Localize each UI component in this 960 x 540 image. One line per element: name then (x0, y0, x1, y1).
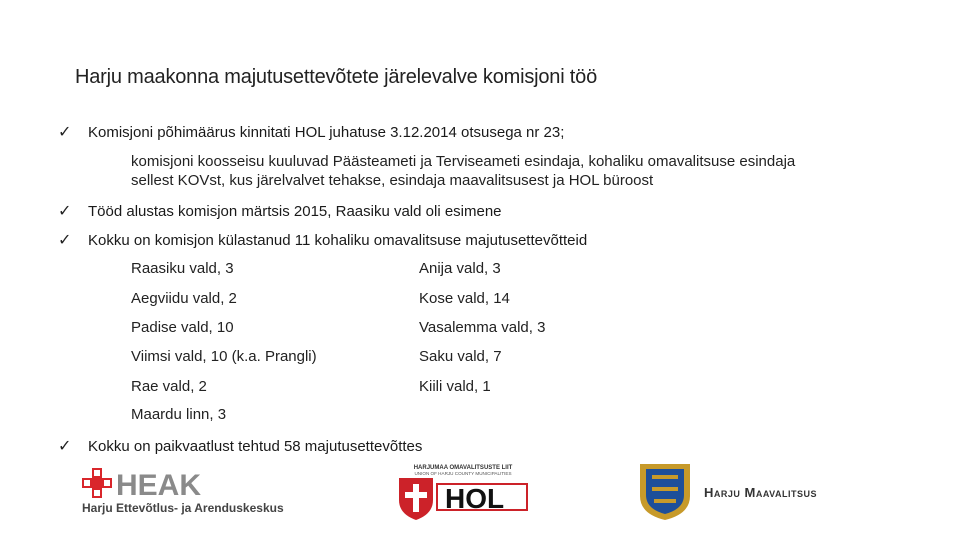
place-item: Rae vald, 2 (131, 378, 207, 395)
bullet-text: Komisjoni põhimäärus kinnitati HOL juhatuse 3.12.2014 otsusega nr 23; (88, 124, 565, 141)
place-item: Aegviidu vald, 2 (131, 290, 237, 307)
place-item: Vasalemma vald, 3 (419, 319, 546, 336)
hol-name: HOL (445, 483, 505, 514)
hol-union-label: HARJUMAA OMAVALITSUSTE LIIT (413, 465, 513, 471)
place-item: Anija vald, 3 (419, 260, 501, 277)
check-icon: ✓ (58, 232, 72, 249)
harju-maavalitsus-logo (636, 462, 836, 522)
harju-coat-of-arms-icon (640, 464, 690, 520)
sub-line: sellest KOVst, kus järelvalvet tehakse, esindaja maavalitsusest ja HOL büroost (131, 172, 654, 189)
hol-shield-icon (399, 478, 433, 520)
check-icon: ✓ (58, 124, 72, 141)
harju-name: Harju Maavalitsus (704, 485, 817, 500)
place-item: Kiili vald, 1 (419, 378, 491, 395)
sub-line: komisjoni koosseisu kuuluvad Päästeameti ja Terviseameti esindaja, kohaliku omavalitsuse esindaja (131, 153, 796, 170)
place-item: Raasiku vald, 3 (131, 260, 234, 277)
bullet-text: Kokku on paikvaatlust tehtud 58 majutusettevõttes (88, 438, 423, 455)
place-item: Kose vald, 14 (419, 290, 510, 307)
check-icon: ✓ (58, 203, 72, 220)
check-icon: ✓ (58, 438, 72, 455)
place-item: Padise vald, 10 (131, 319, 234, 336)
heak-subtitle: Harju Ettevõtlus- ja Arenduskeskus (82, 501, 284, 515)
slide-title: Harju maakonna majutusettevõtete järelevalve komisjoni töö (75, 66, 598, 88)
bullet-item (58, 201, 502, 221)
bullet-text: Tööd alustas komisjon märtsis 2015, Raasiku vald oli esimene (88, 203, 502, 220)
bullet-item (58, 436, 422, 456)
sub-paragraph (131, 152, 795, 190)
bullet-item (58, 230, 587, 250)
bullet-text: Kokku on komisjon külastanud 11 kohaliku omavalitsuse majutusettevõtteid (88, 232, 588, 249)
place-item: Saku vald, 7 (419, 348, 502, 365)
heak-name: HEAK (116, 469, 202, 502)
hol-union-label-en: UNION OF HARJU COUNTY MUNICIPALITIES (414, 471, 512, 476)
hol-logo (393, 462, 533, 522)
heak-cross-icon (82, 468, 112, 498)
place-item: Maardu linn, 3 (131, 406, 227, 423)
bullet-item (58, 122, 564, 142)
heak-logo (80, 466, 300, 516)
place-item: Viimsi vald, 10 (k.a. Prangli) (131, 348, 317, 365)
